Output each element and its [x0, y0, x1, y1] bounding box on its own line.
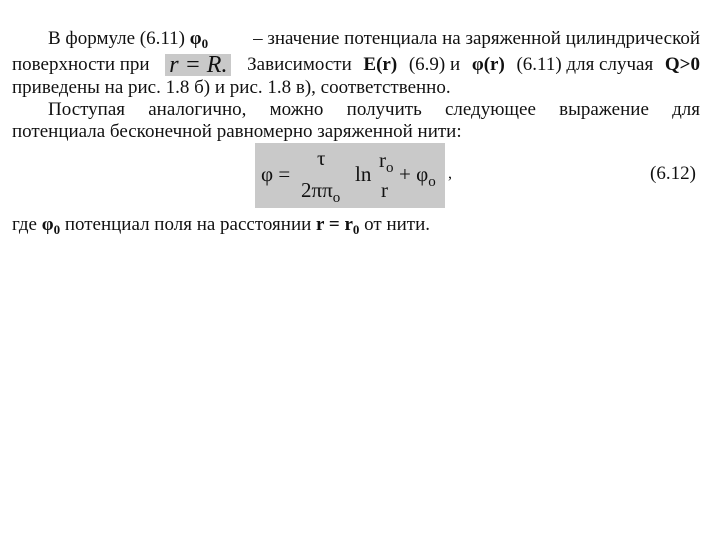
paragraph1-line2 [12, 54, 700, 76]
paragraph2-line1 [12, 99, 700, 121]
formula-lhs: φ = [261, 162, 291, 186]
distance-condition: r = r [316, 214, 353, 235]
text-segment: потенциала бесконечной равномерно заряженной нити: [12, 121, 462, 142]
field-function: E(r) [363, 54, 398, 75]
text-segment: (6.11) для случая [516, 54, 654, 75]
equation-number: (6.12) [650, 163, 696, 184]
formula-plus-phi: + φ [399, 162, 429, 186]
phi-subscript: 0 [53, 222, 61, 237]
paragraph1-line1 [12, 28, 700, 51]
text-segment: Зависимости [247, 54, 352, 75]
formula-numerator: τ [317, 146, 326, 170]
text-segment [12, 28, 208, 51]
text-formula-ref: В формуле (6.11) [48, 28, 185, 49]
charge-condition: Q>0 [664, 54, 700, 75]
text-segment: (6.9) и [408, 54, 461, 75]
formula-ln-numerator-subscript: o [386, 160, 394, 176]
text-segment: где [12, 214, 37, 235]
paragraph1-line3 [12, 77, 700, 99]
phi-symbol: φ [189, 28, 202, 49]
text-segment: потенциал поля на расстоянии [64, 214, 312, 235]
paragraph3-line [12, 214, 700, 237]
text-segment: Поступая аналогично, можно получить следующее выражение для [48, 99, 700, 120]
formula-denominator: 2ππ [301, 178, 333, 202]
paragraph2-line2 [12, 121, 700, 143]
formula-ln-numerator: r [379, 148, 386, 172]
text-segment: поверхности при [12, 54, 150, 75]
text-segment: приведены на рис. 1.8 б) и рис. 1.8 в), соответственно. [12, 77, 451, 98]
formula-ln: ln [355, 162, 372, 186]
phi-symbol: φ [41, 214, 54, 235]
formula-phi-subscript: o [428, 174, 436, 190]
text-segment: от нити. [364, 214, 431, 235]
text-segment: – значение потенциала на заряженной цилиндрической [253, 28, 700, 49]
formula-denominator-subscript: o [332, 190, 341, 206]
formula-comma: , [448, 165, 452, 182]
potential-function: φ(r) [471, 54, 505, 75]
phi-subscript: 0 [201, 36, 209, 51]
highlighted-formula: r = R. [165, 54, 231, 76]
distance-subscript: 0 [352, 222, 360, 237]
formula-block [255, 143, 445, 208]
formula-ln-denominator: r [381, 178, 388, 202]
